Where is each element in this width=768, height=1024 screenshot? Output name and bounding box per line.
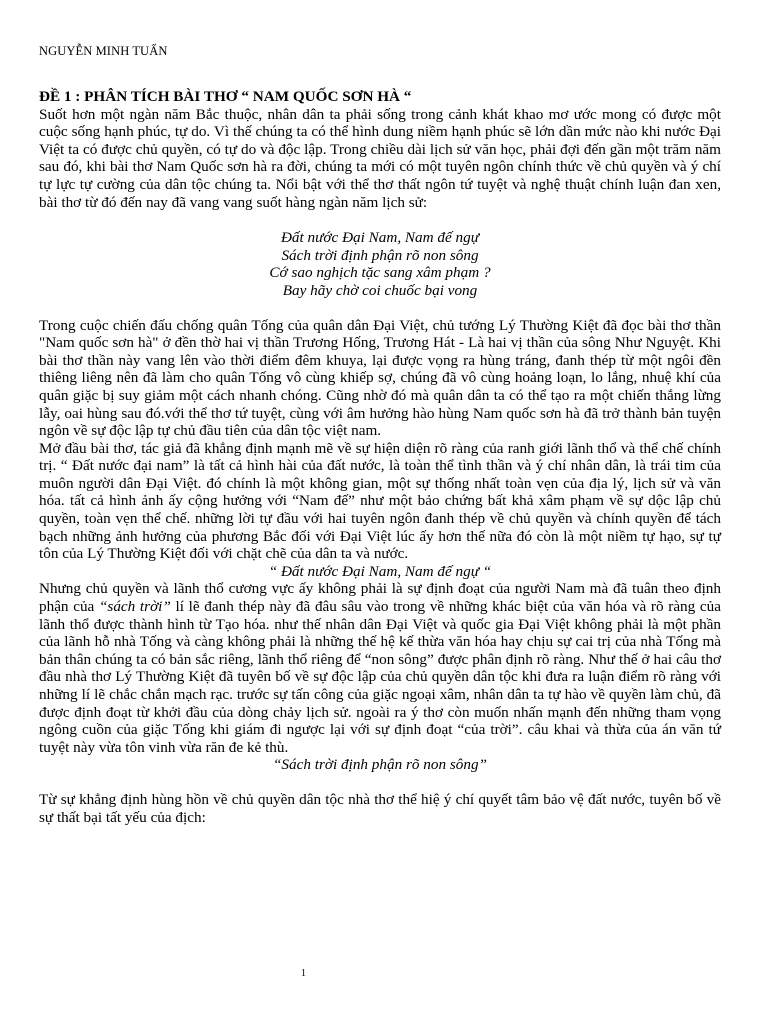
- paragraph-transition: Từ sự khẳng định hùng hồn về chủ quyền dân tộc nhà thơ thể hiệ ý chí quyết tâm bảo vệ đất nước, tuyên bố về sự thất bại tất yếu của địch:: [39, 790, 721, 826]
- paragraph-intro: Suốt hơn một ngàn năm Bắc thuộc, nhân dân ta phải sống trong cảnh khát khao mơ ước mong có được một cuộc sống hạnh phúc, tự do. Vì thế chúng ta có thể hình dung niềm hạnh phúc sẽ lớn dần mức nào khi nước Đại Việt ta có được chủ quyền, có tự do và độc lập. Trong chiều dài lịch sử văn học, phải đợi đến gần một trăm năm sau đó, khi bài thơ Nam Quốc sơn hà ra đời, chúng ta mới có một tuyên ngôn chính thức về chủ quyền và ý chí tự lực tự cường của dân tộc chúng ta. Nổi bật với thể thơ thất ngôn tứ tuyệt và nghệ thuật chính luận đan xen, bài thơ từ đó đến nay đã vang vang suốt hàng ngàn năm lịch sử:: [39, 105, 721, 211]
- paragraph-analysis-line-1: Mở đầu bài thơ, tác giả đã khẳng định mạnh mẽ về sự hiện diện rõ ràng của ranh giới lãnh thổ và thể chế chính trị. “ Đất nước đại nam” là tất cả hình hài của đất nước, là toàn thể tình thần và ý chí nhân dân, là trái tim của muôn người dân Đại Việt. đó chính là một không gian, một sự thống nhất toàn vẹn của địa lý, lịch sử và văn hóa. tất cả hình ảnh ấy cộng hưởng với “Nam đế” như một bảo chứng bất khả xâm phạm về sự dộc lập chủ quyền, toàn vẹn thể chế. những lời tự đầu với hai tuyên ngôn đanh thép về chủ quyền và chính quyền để tách bạch những ảnh hưởng của phương Bắc đối với Đại Việt lúc ấy hơn thế nữa đó còn là một niềm tự hạo, sự tự tôn của Lý Thường Kiệt đối với chặt chẽ của dân ta và nước.: [39, 439, 721, 563]
- document-page: [39, 0, 721, 1024]
- poem-block: [39, 229, 721, 299]
- paragraph-gap: [39, 774, 721, 791]
- paragraph-analysis-line-2: [39, 580, 721, 756]
- poem-line: Sách trời định phận rõ non sông: [281, 246, 479, 264]
- paragraph-context: Trong cuộc chiến đấu chống quân Tống của quân dân Đại Việt, chủ tướng Lý Thường Kiệt đã đọc bài thơ thần "Nam quốc sơn hà" ở đền thờ hai vị thần Trương Hống, Trương Hát - Là hai vị thần của sông Như Nguyệt. Khi bài thơ thần này vang lên vào thời điểm đêm khuya, lại được vọng ra hùng tráng, đanh thép từ một ngôi đền thiêng liêng nên đã làm cho quân Tống vô cùng khiếp sợ, chúng đã vô cùng hoảng loạn, lo lắng, nhuệ khí của quân giặc bị suy giảm một cách nhanh chóng. Cũng nhờ đó mà quân dân ta có thể tạo ra một chiến thắng lừng lẫy, oai hùng sau đó.với thể thơ tứ tuyệt, cùng với âm hưởng hào hùng Nam quốc sơn hà đã trở thành bản tuyện ngôn về sự độc lập tự chủ đầu tiên của dân tộc việt nam.: [39, 316, 721, 440]
- author-header: NGUYỄN MINH TUẤN: [39, 44, 168, 58]
- italic-phrase: “sách trời”: [98, 598, 171, 616]
- document-body: [39, 88, 721, 826]
- quote-line-1: “ Đất nước Đại Nam, Nam đế ngự “: [268, 562, 492, 580]
- paragraph-text: lí lẽ đanh thép này đã đâu sâu vào trong về những khác biệt của văn hóa và rõ ràng của lãnh thổ được thành hình từ Tạo hóa. như thế nhân dân Đại Việt và quốc gia Đại Việt không phải là một phần của lãnh hỗ nhà Tống và càng không phải là những thế hệ kế thừa văn hóa hay chịu sự cai trị của nhà Tống mà bản thân chúng ta có bản sắc riêng, lãnh thổ riêng để “non sông” được phân định rõ ràng. Như thế ở hai câu thơ đầu nhà thơ Lý Thường Kiệt đã tuyên bố về sự độc lập của chủ quyền dân tộc khi đưa ra luận điểm rõ ràng với những lí lẽ chắc chắn mạch rạc. trước sự tấn công của giặc ngoại xâm, nhân dân ta tự hào về quyền làm chủ, đã được định đoạt từ khởi đầu của dòng chảy lịch sử. ngoài ra ý thơ còn muốn nhấn mạnh đến những tham vọng ngông cuồn của giặc Tống khi giám đi ngược lại với sự định đoạt “của trời”. câu khai và thừa của án văn tứ tuyệt này vừa tôn vinh vừa răn đe kẻ thù.: [39, 598, 722, 756]
- poem-line: Đất nước Đại Nam, Nam đế ngự: [280, 229, 480, 247]
- document-title: ĐỀ 1 : PHÂN TÍCH BÀI THƠ “ NAM QUỐC SƠN HÀ “: [39, 88, 412, 105]
- quote-line-2: “Sách trời định phận rõ non sông”: [272, 756, 487, 774]
- poem-line: Cớ sao nghịch tặc sang xâm phạm ?: [269, 264, 491, 282]
- paragraph-text: Nhưng chủ quyền và lãnh thổ cương vực ấy không phải là sự định đoạt của người Nam mà đã tuân theo định phận của: [39, 580, 721, 616]
- page-number: 1: [301, 968, 306, 979]
- poem-line: Bay hãy chờ coi chuốc bại vong: [282, 281, 478, 299]
